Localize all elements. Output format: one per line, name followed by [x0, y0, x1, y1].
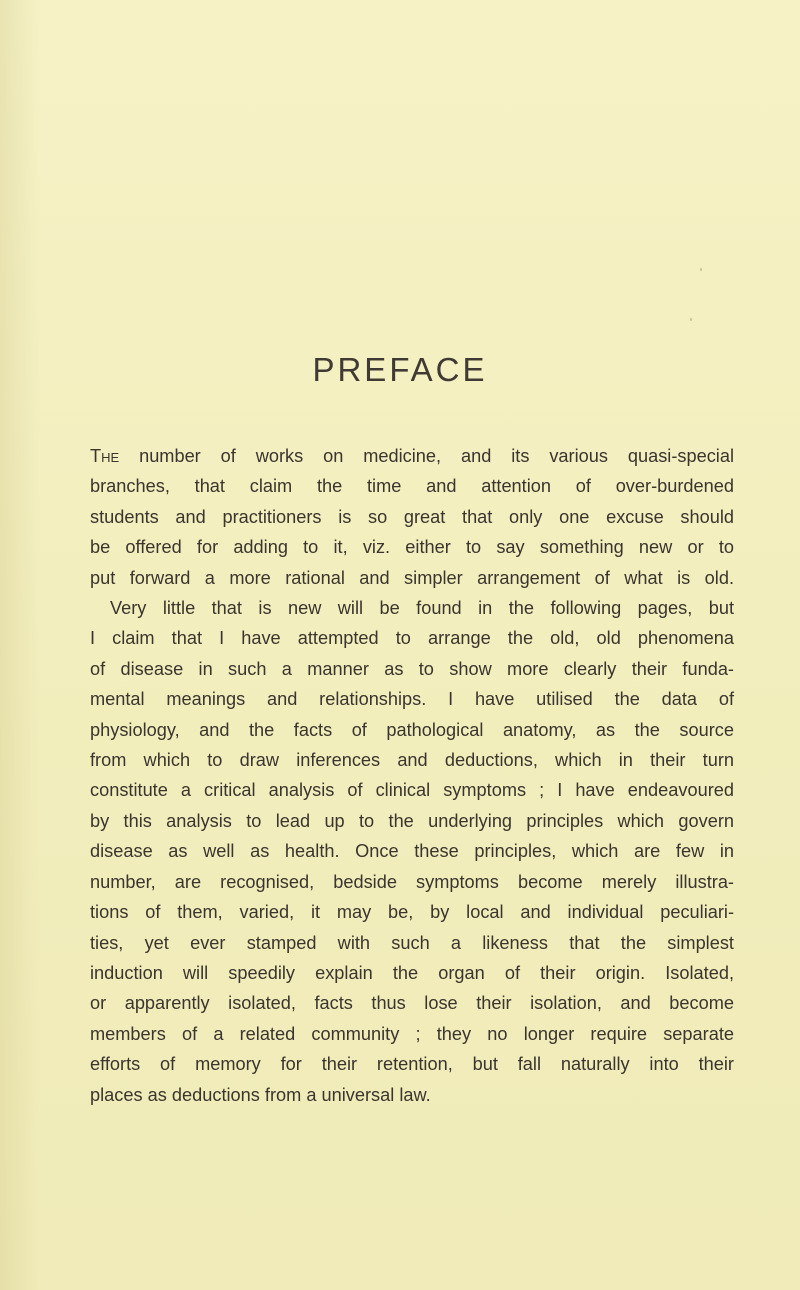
- text-line: of disease in such a manner as to show more clearly their funda-: [90, 658, 734, 679]
- text-line: efforts of memory for their retention, but fall naturally into their: [90, 1054, 734, 1075]
- text-line: The number of works on medicine, and its various quasi-special: [90, 446, 734, 466]
- text-line: branches, that claim the time and attention of over-burdened: [90, 476, 734, 497]
- text-line: students and practitioners is so great that only one excuse should: [90, 506, 734, 527]
- text-line: I claim that I have attempted to arrange the old, old phenomena: [90, 628, 734, 649]
- text-line: ties, yet ever stamped with such a likeness that the simplest: [90, 932, 734, 953]
- text-line: put forward a more rational and simpler arrangement of what is old.: [90, 567, 734, 588]
- text-line: by this analysis to lead up to the underlying principles which govern: [90, 810, 734, 831]
- text-line: disease as well as health. Once these principles, which are few in: [90, 841, 734, 862]
- text-line: or apparently isolated, facts thus lose their isolation, and become: [90, 993, 734, 1014]
- text-line: from which to draw inferences and deductions, which in their turn: [90, 750, 734, 771]
- text-line: be offered for adding to it, viz. either to say something new or to: [90, 537, 734, 558]
- text-line: physiology, and the facts of pathological anatomy, as the source: [90, 719, 734, 740]
- text-line: Very little that is new will be found in the following pages, but: [110, 598, 734, 619]
- text-line: places as deductions from a universal law.: [90, 1084, 431, 1105]
- text-line: constitute a critical analysis of clinical symptoms ; I have endeavoured: [90, 780, 734, 801]
- text-line: number, are recognised, bedside symptoms become merely illustra-: [90, 871, 734, 892]
- paper-speck: [700, 268, 702, 271]
- text-line: induction will speedily explain the organ of their origin. Isolated,: [90, 962, 734, 983]
- preface-heading: PREFACE: [312, 351, 488, 388]
- text-line: members of a related community ; they no longer require separate: [90, 1023, 734, 1044]
- preface-body: [90, 441, 734, 1110]
- text-line: tions of them, varied, it may be, by local and individual peculiari-: [90, 902, 734, 923]
- text-line: mental meanings and relationships. I have utilised the data of: [90, 689, 734, 710]
- paper-speck: [690, 318, 692, 321]
